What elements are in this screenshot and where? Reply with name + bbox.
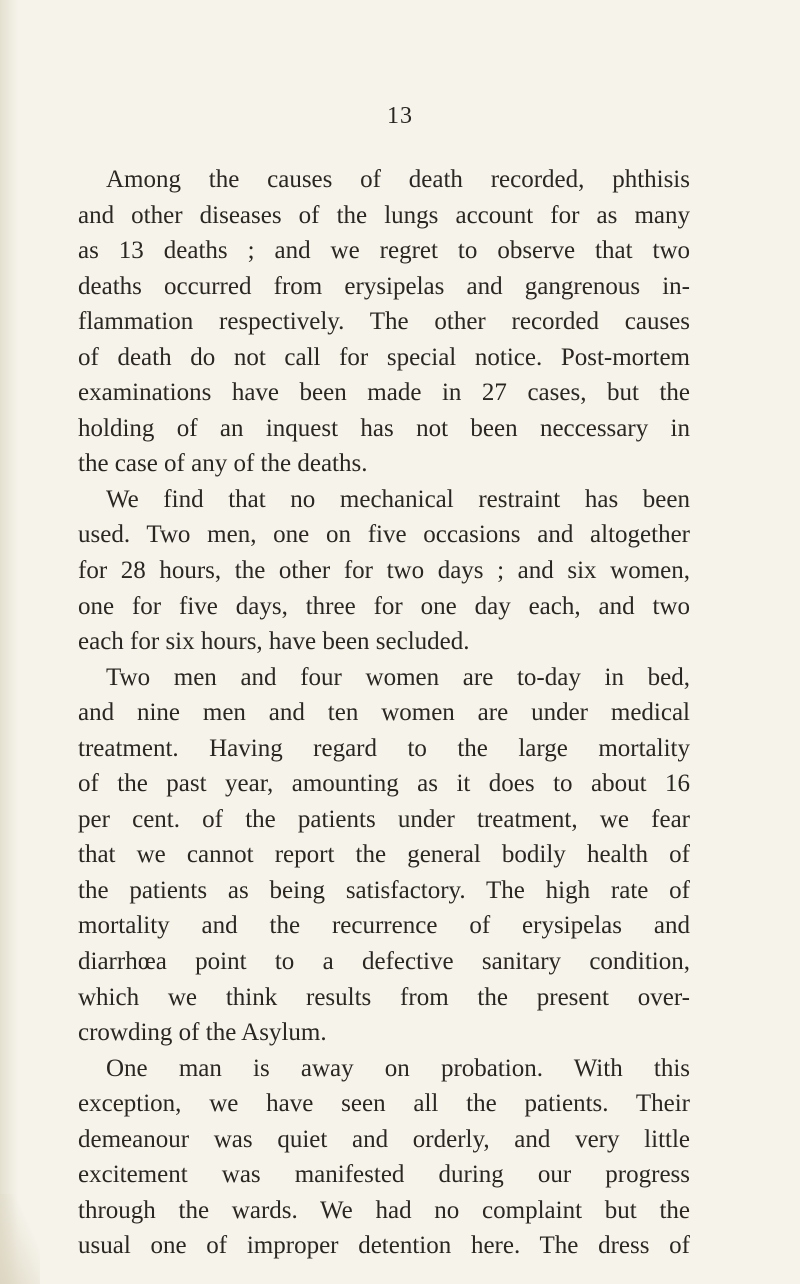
- text-line: for 28 hours, the other for two days ; and six women,: [78, 557, 690, 585]
- text-line: mortality and the recurrence of erysipelas and: [78, 912, 690, 940]
- text-line: treatment. Having regard to the large mortality: [78, 734, 690, 762]
- text-line: demeanour was quiet and orderly, and very little: [78, 1125, 690, 1153]
- text-line: examinations have been made in 27 cases, but the: [78, 379, 690, 407]
- text-line: diarrhœa point to a defective sanitary condition,: [78, 948, 690, 976]
- text-line: and other diseases of the lungs account for as many: [78, 201, 690, 229]
- text-line: crowding of the Asylum.: [78, 1019, 327, 1047]
- body-text: [78, 162, 690, 1264]
- text-line: which we think results from the present over-: [78, 983, 690, 1011]
- text-line: Among the causes of death recorded, phthisis: [106, 166, 690, 193]
- text-line: deaths occurred from erysipelas and gangrenous in-: [78, 272, 690, 300]
- text-line: of the past year, amounting as it does to about 16: [78, 770, 690, 798]
- text-line: excitement was manifested during our progress: [78, 1161, 690, 1189]
- text-line: that we cannot report the general bodily health of: [78, 841, 690, 869]
- text-line: Two men and four women are to-day in bed,: [106, 663, 690, 691]
- text-line: One man is away on probation. With this: [106, 1054, 690, 1082]
- text-line: the case of any of the deaths.: [78, 450, 368, 478]
- text-line: used. Two men, one on five occasions and altogether: [78, 521, 690, 549]
- text-line: usual one of improper detention here. The dress of: [78, 1232, 690, 1260]
- text-line: per cent. of the patients under treatment, we fear: [78, 805, 690, 833]
- page-number: 13: [387, 103, 413, 129]
- page-edge-shadow: [0, 0, 18, 1284]
- text-line: as 13 deaths ; and we regret to observe that two: [78, 237, 690, 265]
- text-line: the patients as being satisfactory. The high rate of: [78, 876, 690, 904]
- text-line: exception, we have seen all the patients. Their: [78, 1090, 690, 1118]
- text-line: through the wards. We had no complaint but the: [78, 1196, 690, 1224]
- text-line: one for five days, three for one day each, and two: [78, 592, 690, 620]
- text-line: of death do not call for special notice. Post-mortem: [78, 343, 690, 371]
- text-line: holding of an inquest has not been neccessary in: [78, 414, 690, 442]
- text-line: We find that no mechanical restraint has been: [106, 485, 690, 513]
- page-corner-shadow: [0, 1194, 40, 1284]
- text-line: and nine men and ten women are under medical: [78, 699, 690, 727]
- text-line: flammation respectively. The other recorded causes: [78, 308, 690, 336]
- text-line: each for six hours, have been secluded.: [78, 628, 470, 656]
